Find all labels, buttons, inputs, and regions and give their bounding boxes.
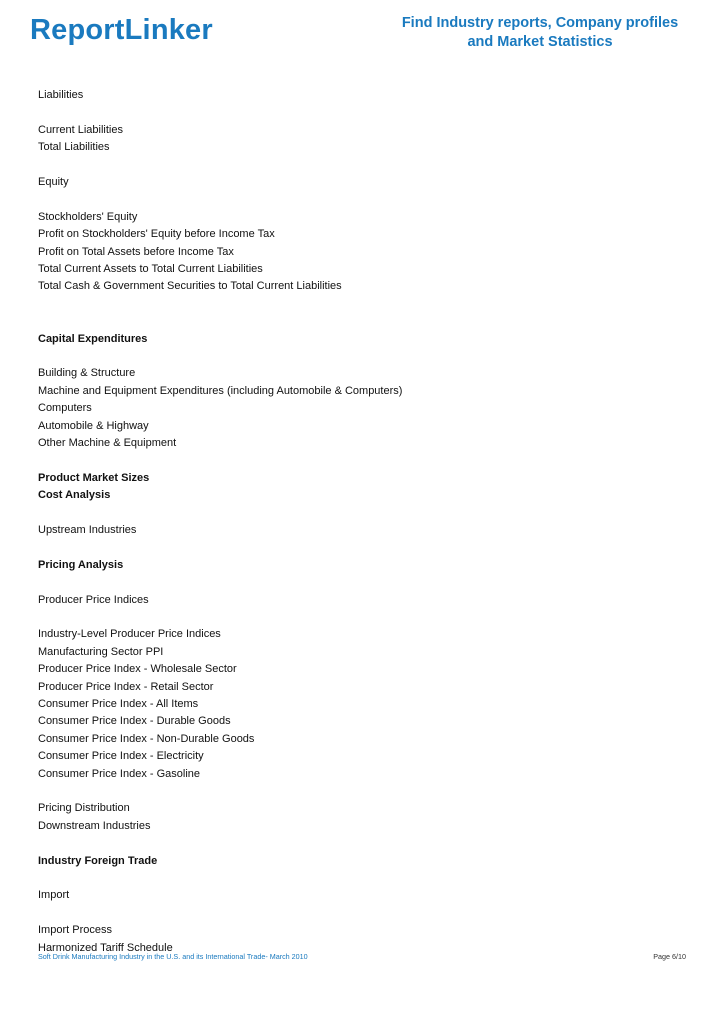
content-line: Consumer Price Index - Electricity — [38, 750, 204, 763]
content-line: Stockholders' Equity — [38, 210, 138, 223]
content-line: Consumer Price Index - Gasoline — [38, 767, 201, 780]
content-line: Pricing Distribution — [38, 802, 130, 815]
blank-line — [38, 539, 698, 556]
blank-line — [38, 609, 698, 626]
content-line: Consumer Price Index - All Items — [38, 698, 199, 711]
blank-line — [38, 296, 698, 313]
blank-line — [38, 905, 698, 922]
tagline-line-1: Find Industry reports, Company profiles — [401, 15, 679, 31]
section-heading: Pricing Analysis — [38, 558, 124, 571]
page-header — [0, 0, 728, 70]
content-line: Current Liabilities — [38, 123, 123, 136]
blank-line — [38, 348, 698, 365]
blank-line — [38, 505, 698, 522]
content-line: Consumer Price Index - Non-Durable Goods — [38, 732, 255, 745]
blank-line — [38, 157, 698, 174]
section-heading: Industry Foreign Trade — [38, 854, 158, 867]
content-line: Total Current Assets to Total Current Liabilities — [38, 263, 263, 276]
content-line: Profit on Stockholders' Equity before Income Tax — [38, 228, 275, 241]
blank-line — [38, 574, 698, 591]
footer-document-title: Soft Drink Manufacturing Industry in the U.S. and its International Trade- March 2010 — [38, 952, 308, 961]
content-line: Import Process — [38, 924, 112, 937]
blank-line — [38, 191, 698, 208]
content-line: Import — [38, 889, 70, 902]
content-line: Automobile & Highway — [38, 419, 149, 432]
document-body — [38, 87, 698, 957]
blank-line — [38, 313, 698, 330]
footer-page-number: Page 6/10 — [653, 952, 686, 961]
content-line: Other Machine & Equipment — [38, 437, 177, 450]
header-tagline — [380, 14, 700, 52]
content-line: Producer Price Indices — [38, 593, 149, 606]
content-line: Manufacturing Sector PPI — [38, 645, 164, 658]
blank-line — [38, 870, 698, 887]
content-line: Harmonized Tariff Schedule — [38, 941, 173, 954]
section-heading: Cost Analysis — [38, 489, 111, 502]
content-line: Total Cash & Government Securities to Total Current Liabilities — [38, 280, 342, 293]
tagline-line-2: and Market Statistics — [467, 34, 613, 50]
content-line: Profit on Total Assets before Income Tax — [38, 245, 234, 258]
content-line: Total Liabilities — [38, 141, 110, 154]
content-line: Producer Price Index - Retail Sector — [38, 680, 214, 693]
content-line: Building & Structure — [38, 367, 136, 380]
blank-line — [38, 452, 698, 469]
content-line: Upstream Industries — [38, 524, 137, 537]
content-line: Downstream Industries — [38, 819, 151, 832]
blank-line — [38, 783, 698, 800]
content-line: Liabilities — [38, 89, 84, 101]
section-heading: Product Market Sizes — [38, 471, 150, 484]
content-line: Industry-Level Producer Price Indices — [38, 628, 221, 641]
blank-line — [38, 104, 698, 121]
content-line: Equity — [38, 176, 69, 188]
section-heading: Capital Expenditures — [38, 332, 148, 345]
content-line: Producer Price Index - Wholesale Sector — [38, 663, 237, 676]
content-line: Machine and Equipment Expenditures (including Automobile & Computers) — [38, 384, 403, 397]
reportlinker-logo: ReportLinker — [30, 14, 213, 46]
blank-line — [38, 835, 698, 852]
content-line: Consumer Price Index - Durable Goods — [38, 715, 231, 728]
content-line: Computers — [38, 402, 92, 415]
